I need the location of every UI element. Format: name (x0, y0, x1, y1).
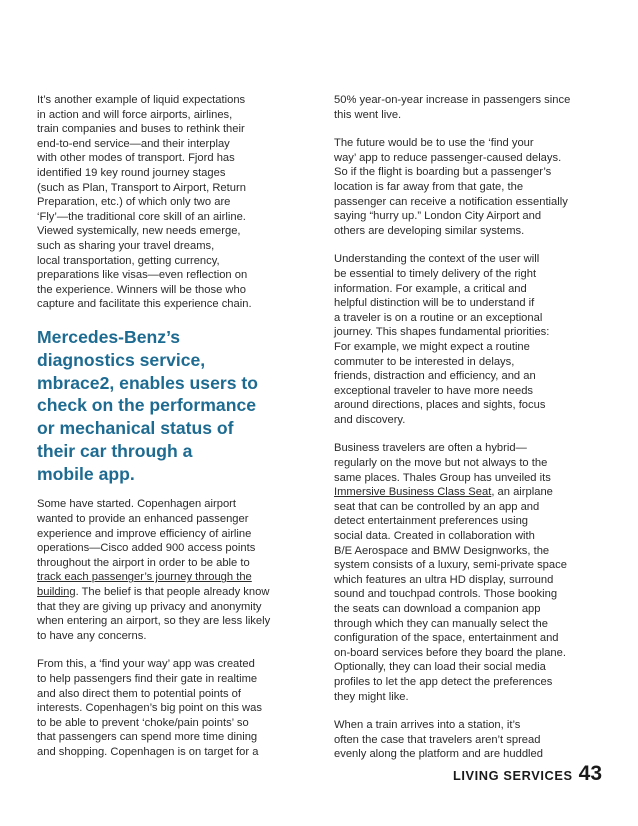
text-line: commuter to be interested in delays, (334, 355, 515, 368)
text-line: operations—Cisco added 900 access points (37, 542, 256, 555)
page-footer (453, 762, 602, 786)
text-line: the seats can download a companion app (334, 603, 541, 615)
text-line: in action and will force airports, airlines, (37, 108, 233, 121)
text-line: profiles to let the app detect the preferences (334, 675, 553, 688)
text-line: Understanding the context of the user will (334, 253, 540, 266)
text-line: capture and facilitate this experience chain. (37, 298, 252, 311)
pull-quote-line: diagnostics service, (37, 349, 206, 370)
right-paragraph-4 (334, 441, 606, 704)
text-line: such as sharing your travel dreams, (37, 239, 215, 252)
text-line: when entering an airport, so they are less likely (37, 615, 271, 628)
pull-quote (37, 326, 289, 486)
text-line: friends, distraction and efficiency, and an (334, 370, 536, 383)
text-line: configuration of the space, entertainment and (334, 632, 559, 645)
text-line: to be able to prevent ‘choke/pain points’ so (37, 716, 249, 729)
text-line: that they are giving up privacy and anonymity (37, 600, 262, 613)
text-line: a traveler is on a routine or an exceptional (334, 311, 543, 324)
pull-quote-line: Mercedes-Benz’s (37, 326, 181, 347)
text-line: Business travelers are often a hybrid— (334, 442, 527, 455)
immersive-seat-link[interactable]: Immersive Business Class Seat (334, 486, 492, 499)
text-line: Viewed systemically, new needs emerge, (37, 225, 241, 238)
pull-quote-line: check on the performance (37, 395, 257, 416)
left-column (37, 93, 289, 774)
text-line: passenger can receive a notification essentially (334, 195, 568, 208)
text-line: throughout the airport in order to be able to (37, 556, 250, 569)
text-line: From this, a ‘find your way’ app was created (37, 658, 255, 671)
text-line: 50% year-on-year increase in passengers since (334, 94, 571, 106)
section-title: LIVING SERVICES (452, 768, 573, 783)
pull-quote-line: or mechanical status of (37, 418, 234, 439)
text-line: end-to-end service—and their interplay (37, 137, 230, 150)
cisco-airport-link[interactable]: track each passenger’s journey through the (37, 571, 252, 584)
text-line: train companies and buses to rethink their (37, 123, 245, 136)
page-number: 43 (578, 762, 602, 785)
text-line: to have any concerns. (37, 629, 147, 642)
text-line: When a train arrives into a station, it’s (334, 719, 521, 732)
text-line: It’s another example of liquid expectations (37, 94, 246, 106)
pull-quote-line: mobile app. (37, 463, 135, 484)
cisco-airport-link-cont[interactable]: building (37, 586, 76, 599)
right-column (334, 93, 606, 776)
text-line: journey. This shapes fundamental priorities: (334, 326, 550, 339)
text-line: identified 19 key round journey stages (37, 166, 226, 179)
text-line: they might like. (334, 690, 409, 703)
text-line: often the case that travelers aren’t spread (334, 733, 541, 746)
text-line: information. For example, a critical and (334, 282, 527, 295)
left-paragraph-2 (37, 497, 289, 643)
text-line: Some have started. Copenhagen airport (37, 498, 237, 511)
text-line: experience and improve efficiency of airline (37, 527, 252, 540)
pull-quote-line: mbrace2, enables users to (37, 372, 259, 393)
left-paragraph-3 (37, 657, 289, 759)
text-line: be essential to timely delivery of the right (334, 267, 537, 280)
text-line: wanted to provide an enhanced passenger (37, 513, 249, 526)
text-line: For example, we might expect a routine (334, 340, 530, 353)
text-line: evenly along the platform and are huddled (334, 748, 543, 761)
text-line: and shopping. Copenhagen is on target for a (37, 745, 259, 758)
text-line: social data. Created in collaboration with (334, 530, 535, 543)
text-line: through which they can manually select the (334, 617, 548, 630)
right-paragraph-5 (334, 718, 606, 762)
text-line: sound and touchpad controls. Those booking (334, 588, 558, 601)
text-line: Optionally, they can load their social media (334, 661, 546, 674)
text-line: around directions, places and sights, focus (334, 399, 546, 412)
right-paragraph-3 (334, 252, 606, 427)
text-line: with other modes of transport. Fjord has (37, 152, 235, 165)
text-line: Preparation, etc.) of which only two are (37, 196, 231, 209)
text-line: the experience. Winners will be those who (37, 283, 246, 296)
right-paragraph-2 (334, 136, 606, 238)
text-line: and discovery. (334, 413, 406, 426)
text-line: interests. Copenhagen’s big point on this was (37, 702, 262, 715)
text-line (37, 570, 289, 585)
text-segment: , an airplane (491, 486, 553, 499)
text-line: system consists of a luxury, semi-private space (334, 559, 567, 572)
text-line: exceptional traveler to have more needs (334, 384, 534, 397)
text-line: So if the flight is boarding but a passenger’s (334, 166, 552, 179)
text-line: seat that can be controlled by an app and (334, 500, 540, 513)
text-line: this went live. (334, 108, 402, 121)
right-paragraph-1 (334, 93, 606, 122)
text-line: detect entertainment preferences using (334, 515, 529, 528)
text-line: local transportation, getting currency, (37, 254, 220, 267)
text-line: and also direct them to potential points of (37, 687, 241, 700)
text-line: which features an ultra HD display, surround (334, 573, 554, 586)
text-line (37, 585, 289, 600)
text-line: to help passengers find their gate in realtime (37, 673, 258, 686)
text-line: on-board services before they board the plane. (334, 646, 566, 659)
text-line: regularly on the move but not always to the (334, 457, 548, 470)
left-paragraph-1 (37, 93, 289, 312)
text-line: location is far away from that gate, the (334, 180, 524, 193)
text-line: preparations like visas—even reflection on (37, 269, 248, 282)
text-line: same places. Thales Group has unveiled its (334, 471, 551, 484)
text-line: ‘Fly’—the traditional core skill of an airline. (37, 210, 246, 223)
text-line: others are developing similar systems. (334, 224, 525, 237)
text-line: that passengers can spend more time dining (37, 731, 258, 744)
text-segment: . The belief is that people already know (75, 586, 270, 599)
text-line (334, 485, 606, 500)
text-line: (such as Plan, Transport to Airport, Return (37, 181, 246, 194)
text-line: helpful distinction will be to understand if (334, 297, 535, 310)
text-line: B/E Aerospace and BMW Designworks, the (334, 544, 550, 557)
text-line: saying “hurry up.” London City Airport and (334, 210, 542, 223)
text-line: way’ app to reduce passenger-caused delays. (334, 151, 562, 164)
text-line: The future would be to use the ‘find your (334, 137, 534, 150)
pull-quote-line: their car through a (37, 440, 193, 461)
